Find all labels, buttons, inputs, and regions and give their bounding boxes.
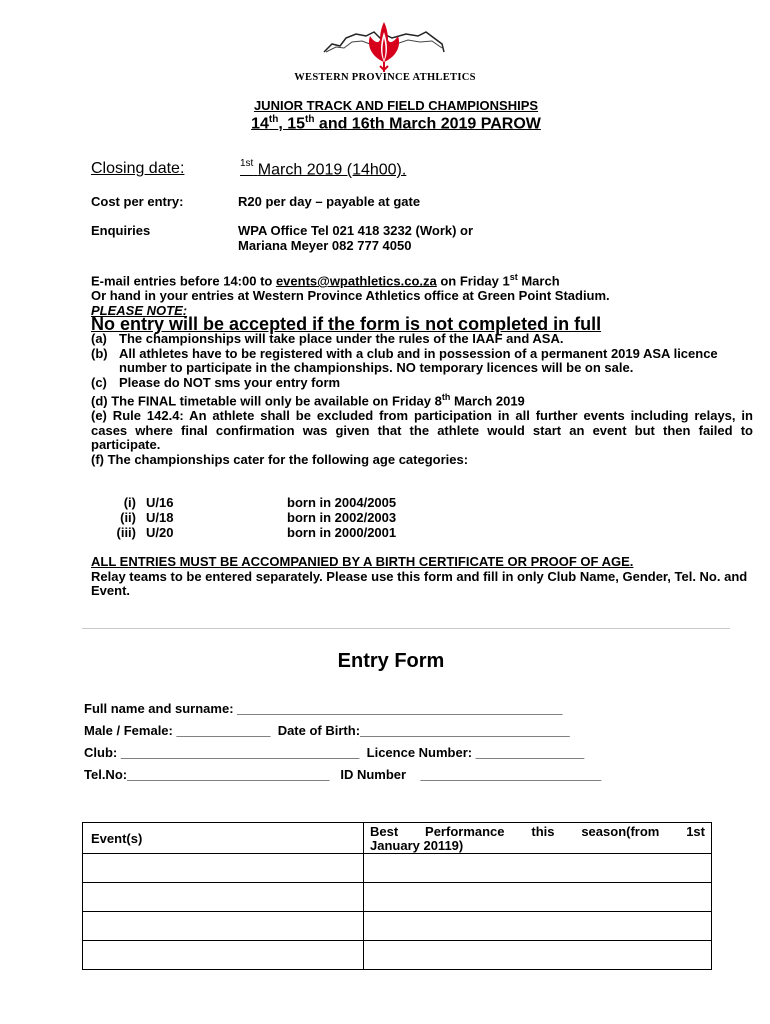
rule-e: (e) Rule 142.4: An athlete shall be excluded from participation in all further events including relays, in cases where final confirmation was given that the athlete would start an event but then failed to participate.: [91, 408, 753, 453]
rules-list: [91, 332, 753, 468]
gender-dob-field[interactable]: Male / Female: _____________ Date of Birth:_____________________________: [84, 723, 570, 738]
table-header-row: [83, 823, 712, 854]
closing-date-label: Closing date:: [91, 160, 185, 177]
enquiries-label: Enquiries: [91, 223, 151, 238]
event-cell[interactable]: [83, 854, 364, 883]
enquiries-value: WPA Office Tel 021 418 3232 (Work) or Mariana Meyer 082 777 4050: [238, 223, 474, 253]
performance-cell[interactable]: [364, 912, 712, 941]
tel-id-field[interactable]: Tel.No:____________________________ ID Number _________________________: [84, 767, 602, 782]
cost-label: Cost per entry:: [91, 194, 184, 209]
events-table: [82, 822, 712, 970]
event-cell[interactable]: [83, 941, 364, 970]
closing-date-value: $^{1st}$ March 2019 (14h00).: [240, 158, 407, 179]
performance-cell[interactable]: [364, 941, 712, 970]
rule-b: (b) All athletes have to be registered with a club and in possession of a permanent 2019 ASA licence number to participate in the championships. NO temporary licences will be on sale.: [91, 345, 718, 376]
wpa-logo: [322, 14, 446, 74]
rule-a: (a) The championships will take place under the rules of the IAAF and ASA.: [91, 331, 564, 346]
table-row: [83, 941, 712, 970]
events-header: Event(s): [83, 823, 364, 854]
birth-cert-note: ALL ENTRIES MUST BE ACCOMPANIED BY A BIRTH CERTIFICATE OR PROOF OF AGE. Relay teams to be entered separately. Please use this form and fill in only Club Name, Gender, Tel. No. and Event.: [91, 555, 753, 599]
rule-c: (c) Please do NOT sms your entry form: [91, 374, 341, 390]
best-performance-header: Best Performance this season(from 1st January 20119): [364, 823, 712, 854]
performance-cell[interactable]: [364, 883, 712, 912]
rule-d: (d) The FINAL timetable will only be available on Friday 8th March 2019: [91, 392, 525, 409]
rule-f: (f) The championships cater for the following age categories:: [91, 452, 469, 468]
org-name: WESTERN PROVINCE ATHLETICS: [294, 72, 476, 83]
table-row: [83, 854, 712, 883]
table-row: [83, 883, 712, 912]
club-licence-field[interactable]: Club: _________________________________ Licence Number: _______________: [84, 745, 585, 760]
notice-heading: No entry will be accepted if the form is not completed in full: [91, 314, 602, 334]
email-paragraph: E-mail entries before 14:00 to events@wpathletics.co.za on Friday 1st March Or hand in your entries at Western Province Athletics office at Green Point Stadium. PLEASE NOTE:: [91, 270, 753, 318]
event-cell[interactable]: [83, 883, 364, 912]
entry-form-title: Entry Form: [337, 650, 445, 672]
full-name-field[interactable]: Full name and surname: _____________________________________________: [84, 701, 563, 716]
table-row: [83, 912, 712, 941]
event-cell[interactable]: [83, 912, 364, 941]
page-title: JUNIOR TRACK AND FIELD CHAMPIONSHIPS: [253, 98, 539, 113]
championship-dates: 14th, 15th and 16th March 2019 PAROW: [251, 114, 541, 133]
performance-cell[interactable]: [364, 854, 712, 883]
divider: [82, 628, 730, 629]
please-note: PLEASE NOTE:: [91, 302, 188, 318]
cost-value: R20 per day – payable at gate: [238, 194, 421, 209]
email-link[interactable]: events@wpathletics.co.za: [275, 273, 437, 289]
relay-note: Relay teams to be entered separately. Please use this form and fill in only Club Name, Gender, Tel. No. and Event.: [91, 568, 748, 599]
